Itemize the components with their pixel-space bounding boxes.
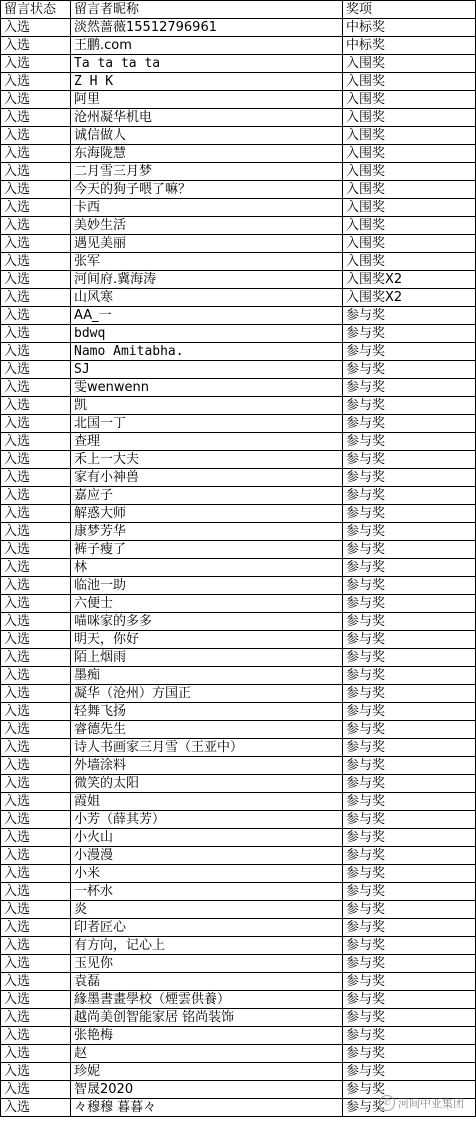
status-cell: 入选 [1,55,71,73]
nickname-cell: 遇见美丽 [71,235,343,253]
status-cell: 入选 [1,127,71,145]
award-cell: 参与奖 [343,919,476,937]
status-cell: 入选 [1,829,71,847]
nickname-cell: 河间府.冀海涛 [71,271,343,289]
table-row [1,235,476,253]
award-cell: 参与奖 [343,739,476,757]
award-cell: 参与奖 [343,1081,476,1099]
award-cell: 参与奖 [343,703,476,721]
award-cell: 入围奖 [343,109,476,127]
award-cell: 参与奖 [343,505,476,523]
status-cell: 入选 [1,865,71,883]
table-row [1,433,476,451]
table-row [1,1045,476,1063]
table-row [1,613,476,631]
nickname-cell: SJ [71,361,343,379]
table-row [1,955,476,973]
table-row [1,109,476,127]
nickname-cell: 东海陇慧 [71,145,343,163]
nickname-cell: 诗人书画家三月雪（王亚中） [71,739,343,757]
award-cell: 参与奖 [343,397,476,415]
nickname-cell: 智晟2020 [71,1081,343,1099]
award-cell: 入围奖 [343,91,476,109]
status-cell: 入选 [1,793,71,811]
table-row [1,703,476,721]
award-cell: 参与奖 [343,361,476,379]
table-row [1,649,476,667]
award-cell: 参与奖 [343,811,476,829]
award-cell: 参与奖 [343,1045,476,1063]
status-cell: 入选 [1,271,71,289]
nickname-cell: Namo Amitabha. [71,343,343,361]
table-row [1,19,476,37]
award-cell: 参与奖 [343,937,476,955]
table-row [1,991,476,1009]
table-row [1,1063,476,1081]
award-cell: 参与奖 [343,577,476,595]
nickname-cell: 喵咪家的多多 [71,613,343,631]
status-cell: 入选 [1,847,71,865]
table-row [1,379,476,397]
award-cell: 入围奖 [343,73,476,91]
table-row [1,127,476,145]
status-cell: 入选 [1,37,71,55]
nickname-cell: 解惑大师 [71,505,343,523]
table-row [1,973,476,991]
award-cell: 参与奖 [343,415,476,433]
header-row [1,1,476,19]
nickname-cell: 々穆穆 暮暮々 [71,1099,343,1117]
table-row [1,523,476,541]
status-cell: 入选 [1,217,71,235]
status-cell: 入选 [1,901,71,919]
status-cell: 入选 [1,307,71,325]
award-cell: 中标奖 [343,37,476,55]
award-cell: 参与奖 [343,487,476,505]
award-cell: 入围奖X2 [343,289,476,307]
nickname-cell: 凝华（沧州）方国正 [71,685,343,703]
status-cell: 入选 [1,19,71,37]
status-cell: 入选 [1,343,71,361]
nickname-cell: 张军 [71,253,343,271]
award-cell: 参与奖 [343,793,476,811]
status-cell: 入选 [1,163,71,181]
nickname-cell: 小芳（薛其芳） [71,811,343,829]
nickname-cell: 小漫漫 [71,847,343,865]
award-cell: 参与奖 [343,1099,476,1117]
table-row [1,739,476,757]
table-row [1,469,476,487]
table-row [1,577,476,595]
nickname-cell: 禾上一大夫 [71,451,343,469]
table-row [1,1027,476,1045]
award-cell: 中标奖 [343,19,476,37]
status-cell: 入选 [1,685,71,703]
table-row [1,217,476,235]
nickname-cell: 王鹏.com [71,37,343,55]
status-cell: 入选 [1,613,71,631]
award-cell: 入围奖X2 [343,271,476,289]
nickname-cell: Z H K [71,73,343,91]
table-row [1,757,476,775]
nickname-cell: 北国一丁 [71,415,343,433]
nickname-cell: 山风寒 [71,289,343,307]
table-row [1,55,476,73]
status-cell: 入选 [1,559,71,577]
table-row [1,505,476,523]
nickname-cell: 袁磊 [71,973,343,991]
watermark-text: 河间中亚集团 [398,1097,464,1110]
status-cell: 入选 [1,469,71,487]
status-cell: 入选 [1,379,71,397]
table-row [1,721,476,739]
status-cell: 入选 [1,973,71,991]
status-cell: 入选 [1,1081,71,1099]
status-cell: 入选 [1,811,71,829]
award-cell: 入围奖 [343,163,476,181]
status-cell: 入选 [1,1009,71,1027]
nickname-cell: 淡然蔷薇15512796961 [71,19,343,37]
award-cell: 入围奖 [343,55,476,73]
award-cell: 参与奖 [343,973,476,991]
table-row [1,919,476,937]
status-cell: 入选 [1,955,71,973]
table-row [1,271,476,289]
status-cell: 入选 [1,433,71,451]
watermark [379,1095,464,1111]
status-cell: 入选 [1,523,71,541]
table-row [1,685,476,703]
nickname-cell: AA_一 [71,307,343,325]
status-cell: 入选 [1,415,71,433]
status-cell: 入选 [1,73,71,91]
award-cell: 参与奖 [343,883,476,901]
nickname-cell: 裤子瘦了 [71,541,343,559]
nickname-cell: 美妙生活 [71,217,343,235]
award-cell: 参与奖 [343,523,476,541]
status-cell: 入选 [1,1045,71,1063]
status-cell: 入选 [1,667,71,685]
nickname-cell: 林 [71,559,343,577]
table-row [1,253,476,271]
award-cell: 参与奖 [343,901,476,919]
table-row [1,901,476,919]
award-cell: 参与奖 [343,379,476,397]
award-cell: 参与奖 [343,865,476,883]
status-cell: 入选 [1,721,71,739]
nickname-cell: 越尚美创智能家居 铭尚装饰 [71,1009,343,1027]
award-cell: 参与奖 [343,829,476,847]
nickname-cell: 雯wenwenn [71,379,343,397]
nickname-cell: 明天，你好 [71,631,343,649]
award-cell: 参与奖 [343,847,476,865]
nickname-cell: 凯 [71,397,343,415]
status-cell: 入选 [1,577,71,595]
table-row [1,415,476,433]
award-cell: 参与奖 [343,469,476,487]
award-cell: 入围奖 [343,181,476,199]
status-cell: 入选 [1,757,71,775]
nickname-cell: 有方向，记心上 [71,937,343,955]
nickname-cell: 赵 [71,1045,343,1063]
nickname-cell: 炎 [71,901,343,919]
table-row [1,829,476,847]
nickname-cell: 轻舞飞扬 [71,703,343,721]
table-row [1,451,476,469]
status-cell: 入选 [1,937,71,955]
award-cell: 入围奖 [343,127,476,145]
status-cell: 入选 [1,991,71,1009]
status-cell: 入选 [1,109,71,127]
award-cell: 参与奖 [343,721,476,739]
nickname-cell: 小火山 [71,829,343,847]
award-cell: 参与奖 [343,595,476,613]
nickname-cell: 緣墨書畫學校（煙雲供養） [71,991,343,1009]
table-row [1,595,476,613]
status-cell: 入选 [1,919,71,937]
nickname-cell: Ta ta ta ta [71,55,343,73]
award-cell: 参与奖 [343,325,476,343]
table-row [1,793,476,811]
table-row [1,163,476,181]
award-cell: 参与奖 [343,541,476,559]
award-cell: 入围奖 [343,199,476,217]
status-cell: 入选 [1,181,71,199]
nickname-cell: 小米 [71,865,343,883]
nickname-cell: 印者匠心 [71,919,343,937]
table-row [1,397,476,415]
nickname-cell: 二月雪三月梦 [71,163,343,181]
status-cell: 入选 [1,91,71,109]
table-row [1,865,476,883]
status-cell: 入选 [1,883,71,901]
table-row [1,73,476,91]
nickname-cell: 霞姐 [71,793,343,811]
table-row [1,343,476,361]
table-row [1,361,476,379]
nickname-cell: 家有小神兽 [71,469,343,487]
status-cell: 入选 [1,1099,71,1117]
status-cell: 入选 [1,325,71,343]
status-cell: 入选 [1,631,71,649]
table-row [1,883,476,901]
nickname-cell: 康梦芳华 [71,523,343,541]
table-row [1,559,476,577]
nickname-cell: 查理 [71,433,343,451]
award-cell: 参与奖 [343,685,476,703]
table-row [1,775,476,793]
status-cell: 入选 [1,649,71,667]
award-cell: 参与奖 [343,631,476,649]
nickname-cell: 六便士 [71,595,343,613]
status-cell: 入选 [1,541,71,559]
nickname-cell: 卡西 [71,199,343,217]
status-cell: 入选 [1,145,71,163]
status-cell: 入选 [1,739,71,757]
status-cell: 入选 [1,199,71,217]
table-row [1,181,476,199]
nickname-cell: bdwq [71,325,343,343]
award-cell: 参与奖 [343,1009,476,1027]
nickname-cell: 一杯水 [71,883,343,901]
nickname-cell: 阿里 [71,91,343,109]
status-cell: 入选 [1,235,71,253]
status-cell: 入选 [1,397,71,415]
nickname-cell: 张艳梅 [71,1027,343,1045]
table-row [1,487,476,505]
table-row [1,289,476,307]
table-row [1,541,476,559]
nickname-cell: 墨痴 [71,667,343,685]
award-cell: 参与奖 [343,1027,476,1045]
table-row [1,91,476,109]
table-row [1,631,476,649]
nickname-cell: 今天的狗子喂了嘛？ [71,181,343,199]
nickname-cell: 外墙涂料 [71,757,343,775]
table-row [1,811,476,829]
award-cell: 参与奖 [343,433,476,451]
table-row [1,37,476,55]
nickname-cell: 陌上烟雨 [71,649,343,667]
status-cell: 入选 [1,505,71,523]
award-cell: 参与奖 [343,991,476,1009]
award-cell: 参与奖 [343,451,476,469]
nickname-cell: 临池一助 [71,577,343,595]
nickname-cell: 诚信做人 [71,127,343,145]
award-cell: 参与奖 [343,775,476,793]
nickname-cell: 珍妮 [71,1063,343,1081]
award-cell: 入围奖 [343,145,476,163]
status-cell: 入选 [1,595,71,613]
wechat-icon: ✆ [379,1095,395,1111]
table-row [1,847,476,865]
table-row [1,307,476,325]
status-cell: 入选 [1,703,71,721]
status-cell: 入选 [1,289,71,307]
award-cell: 参与奖 [343,649,476,667]
table-body [1,19,476,1117]
status-cell: 入选 [1,775,71,793]
header-name: 留言者昵称 [71,1,343,19]
nickname-cell: 睿德先生 [71,721,343,739]
status-cell: 入选 [1,487,71,505]
status-cell: 入选 [1,253,71,271]
table-row [1,145,476,163]
award-cell: 参与奖 [343,757,476,775]
nickname-cell: 嘉应子 [71,487,343,505]
table-row [1,1009,476,1027]
nickname-cell: 沧州凝华机电 [71,109,343,127]
header-award: 奖项 [343,1,476,19]
award-cell: 参与奖 [343,559,476,577]
table-row [1,937,476,955]
status-cell: 入选 [1,1063,71,1081]
table-row [1,667,476,685]
award-cell: 入围奖 [343,253,476,271]
award-cell: 参与奖 [343,307,476,325]
award-cell: 参与奖 [343,613,476,631]
table-row [1,199,476,217]
status-cell: 入选 [1,451,71,469]
nickname-cell: 玉见你 [71,955,343,973]
award-cell: 入围奖 [343,217,476,235]
award-cell: 入围奖 [343,235,476,253]
status-cell: 入选 [1,361,71,379]
award-cell: 参与奖 [343,667,476,685]
award-cell: 参与奖 [343,1063,476,1081]
nickname-cell: 微笑的太阳 [71,775,343,793]
award-cell: 参与奖 [343,955,476,973]
header-status: 留言状态 [1,1,71,19]
award-cell: 参与奖 [343,343,476,361]
status-cell: 入选 [1,1027,71,1045]
table-row [1,325,476,343]
